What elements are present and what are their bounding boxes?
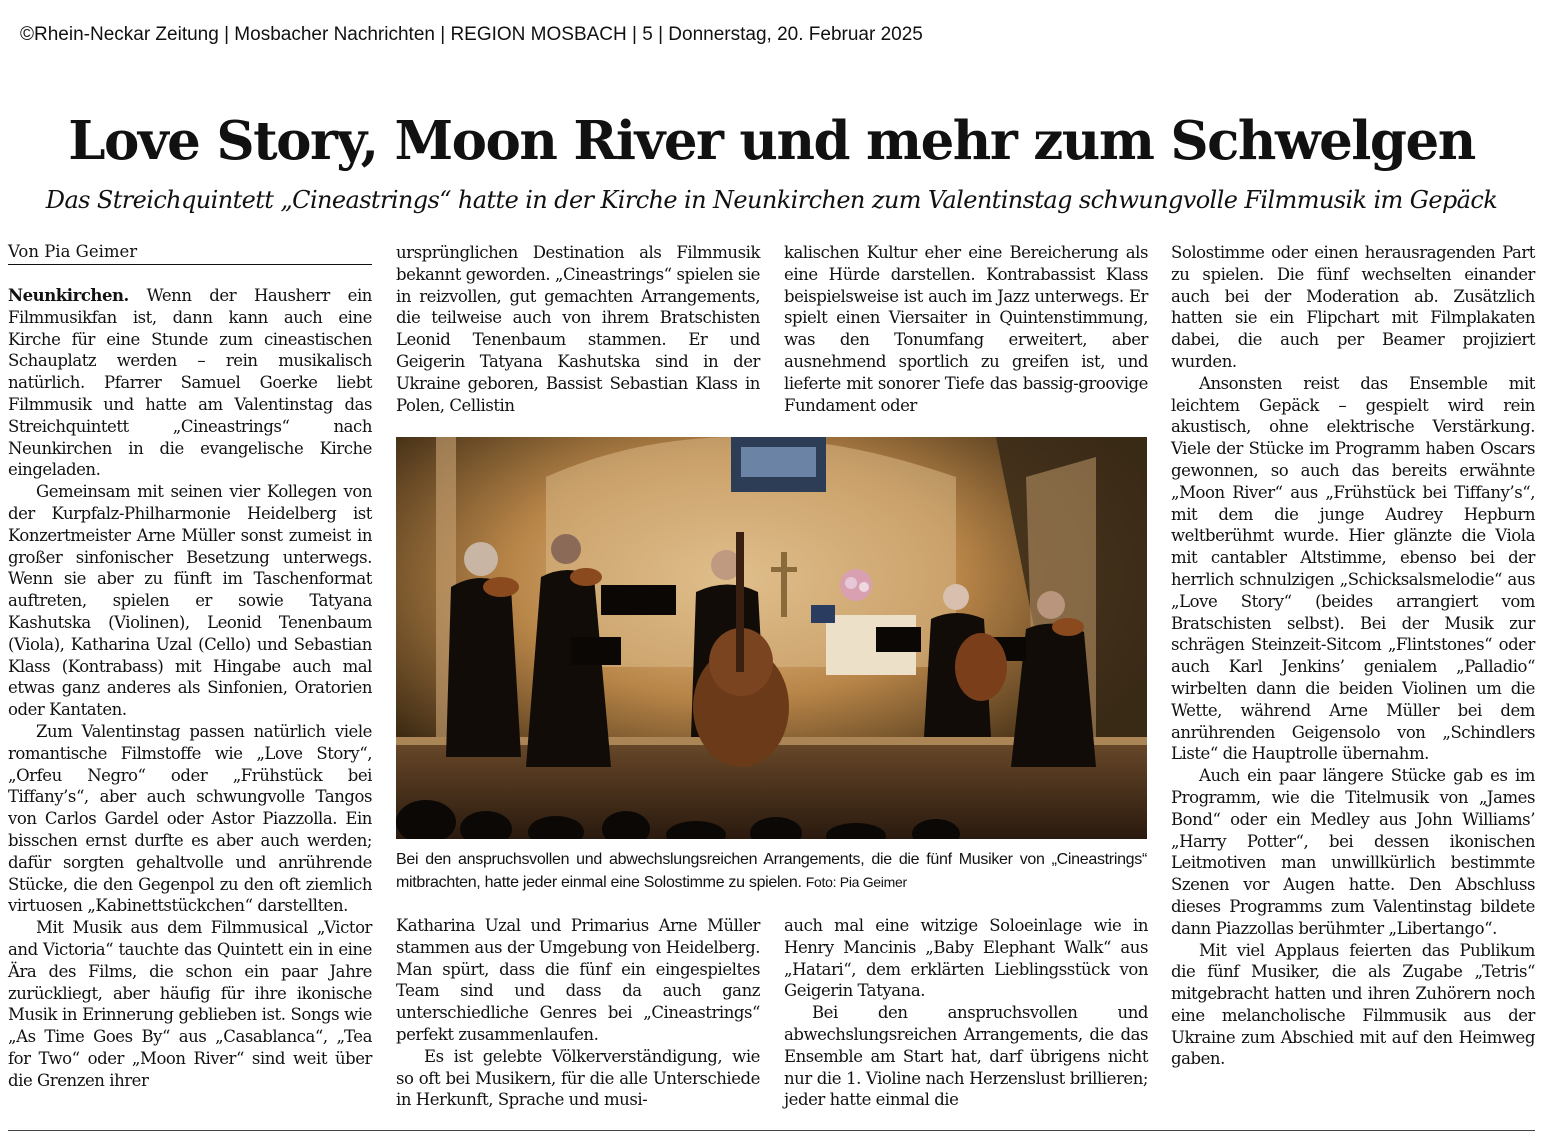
subheadline: Das Streichquintett „Cineastrings“ hatte in der Kirche in Neunkirchen zum Valentinstag schwungvolle Filmmusik im Gepäck (45, 186, 1498, 214)
article-paragraph: Auch ein paar längere Stücke gab es im Programm, wie die Titelmusik von „James Bond“ oder ein Medley aus John Williams’ „Harry Potter“, bei dessen ikonischen Leitmotiven man unwillkürlich bestimmte Szenen vor Augen hatte. Den Abschluss dieses Programms zum Valentinstag bildete dann Piazzollas berühmter „Libertango“. (1171, 766, 1535, 938)
article-paragraph: Bei den anspruchsvollen und abwechslungsreichen Arrangements, die das Ensemble am Start hat, darf übrigens nicht nur die 1. Violine nach Herzenslust brillieren; jeder hatte einmal die (784, 1003, 1148, 1110)
paragraph-text: Wenn der Hausherr ein Filmmusikfan ist, dann kann auch eine Kirche für eine Stunde zum cineastischen Schauplatz werden – rein musikalisch natürlich. Pfarrer Samuel Goerke liebt Filmmusik und hatte am Valentinstag das Streichquintett „Cineastrings“ nach Neunkirchen in die evangelische Kirche eingeladen. (8, 286, 372, 480)
article-column-3-bottom (784, 915, 1148, 1111)
newspaper-header: ©Rhein-Neckar Zeitung | Mosbacher Nachrichten | REGION MOSBACH | 5 | Donnerstag, 20. Februar 2025 (20, 24, 923, 45)
article-paragraph: Gemeinsam mit seinen vier Kollegen von der Kurpfalz-Philharmonie Heidelberg ist Konzertmeister Arne Müller sonst zumeist in großer sinfonischer Besetzung unterwegs. Wenn sie aber zu fünft im Taschenformat auftreten, spielen er sowie Tatyana Kashutska (Violinen), Leonid Tenenbaum (Viola), Katharina Uzal (Cello) und Sebastian Klass (Kontrabass) mit Hingabe auch mal etwas ganz anderes als Sinfonien, Oratorien oder Kantaten. (8, 482, 372, 720)
article-paragraph: Zum Valentinstag passen natürlich viele romantische Filmstoffe wie „Love Story“, „Orfeu Negro“ oder „Frühstück bei Tiffany’s“, aber auch schwungvolle Tangos von Carlos Gardel oder Astor Piazzolla. Ein bisschen ernst durfte es aber auch werden; dafür sorgten gehaltvolle und anrührende Stücke, die den Gegenpol zu den oft ziemlich virtuosen „Kabinettstückchen“ darstellten. (8, 721, 372, 916)
article-column-2-bottom (396, 915, 760, 1111)
dateline: Neunkirchen. (8, 286, 129, 305)
article-paragraph: Mit viel Applaus feierten das Publikum die fünf Musiker, die als Zugabe „Tetris“ mitgebracht hatten und ihren Zuhörern noch eine melancholische Filmmusik aus der Ukraine zum Abschied mit auf den Heimweg gaben. (1171, 940, 1535, 1069)
article-paragraph: Ansonsten reist das Ensemble mit leichtem Gepäck – gespielt wird rein akustisch, ohne elektrische Verstärkung. Viele der Stücke im Programm haben Oscars gewonnen, so auch das bereits erwähnte „Moon River“ aus „Frühstück bei Tiffany’s“, mit dem die junge Audrey Hepburn weltberühmt wurde. Hier glänzte die Viola mit cantabler Altstimme, ebenso bei der herrlich schnulzigen „Schicksalsmelodie“ aus „Love Story“ (beides arrangiert vom Bratschisten selbst). Bei der Musik zur schrägen Steinzeit-Sitcom „Flintstones“ oder auch Karl Jenkins’ genialem „Palladio“ wirbelten dann die beiden Violinen um die Wette, während Arne Müller bei dem anrührenden Geigensolo von „Schindlers Liste“ die Hauptrolle übernahm. (1171, 373, 1535, 764)
footer-rule (8, 1130, 1535, 1131)
article-paragraph: Katharina Uzal und Primarius Arne Müller stammen aus der Umgebung von Heidelberg. Man spürt, dass die fünf ein eingespieltes Team sind und dass da auch ganz unterschiedliche Genres bei „Cineastrings“ perfekt zusammenlaufen. (396, 916, 760, 1044)
article-paragraph: auch mal eine witzige Soloeinlage wie in Henry Mancinis „Baby Elephant Walk“ aus „Hatari“, dem erklärten Lieblingsstück von Geigerin Tatyana. (784, 916, 1148, 1001)
article-paragraph: kalischen Kultur eher eine Bereicherung als eine Hürde darstellen. Kontrabassist Klass beispielsweise ist auch im Jazz unterwegs. Er spielt einen Viersaiter in Quintenstimmung, was den Tonumfang erweitert, aber ausnehmend sportlich zu greifen ist, und lieferte mit sonorer Tiefe das bassig-groovige Fundament oder (784, 243, 1148, 415)
headline: Love Story, Moon River und mehr zum Schwelgen (68, 110, 1475, 172)
photo-caption (396, 848, 1147, 894)
article-paragraph: ursprünglichen Destination als Filmmusik bekannt geworden. „Cineastrings“ spielen sie in reizvollen, gut gemachten Arrangements, die teilweise auch von ihrem Bratschisten Leonid Tenenbaum stammen. Er und Geigerin Tatyana Kashutska sind in der Ukraine geboren, Bassist Sebastian Klass in Polen, Cellistin (396, 243, 760, 415)
article-column-3-top (784, 242, 1148, 416)
article-column-2-top (396, 242, 760, 416)
photo-credit: Foto: Pia Geimer (805, 874, 907, 890)
article-column-4 (1171, 242, 1535, 1070)
article-paragraph: Mit Musik aus dem Filmmusical „Victor and Victoria“ tauchte das Quintett ein in eine Ära des Films, die schon ein paar Jahre zurückliegt, aber häufig für ihre ikonische Musik in Erinnerung geblieben ist. Songs wie „As Time Goes By“ aus „Casablanca“, „Tea for Two“ oder „Moon River“ sind weit über die Grenzen ihrer (8, 918, 372, 1090)
concert-photo (396, 437, 1147, 839)
article-column-1 (8, 285, 372, 1091)
caption-text: Bei den anspruchsvollen und abwechslungsreichen Arrangements, die die fünf Musiker von „Cineastrings“ mitbrachten, hatte jeder einmal eine Solostimme zu spielen. (396, 851, 1147, 891)
article-paragraph: Solostimme oder einen herausragenden Part zu spielen. Die fünf wechselten einander auch bei der Moderation ab. Zusätzlich hatten sie ein Flipchart mit Filmplakaten dabei, die auch per Beamer projiziert wurden. (1171, 243, 1535, 371)
article-paragraph (8, 285, 372, 481)
article-paragraph: Es ist gelebte Völkerverständigung, wie so oft bei Musikern, für die alle Unterschiede in Herkunft, Sprache und musi- (396, 1046, 760, 1110)
author-byline: Von Pia Geimer (8, 242, 372, 265)
